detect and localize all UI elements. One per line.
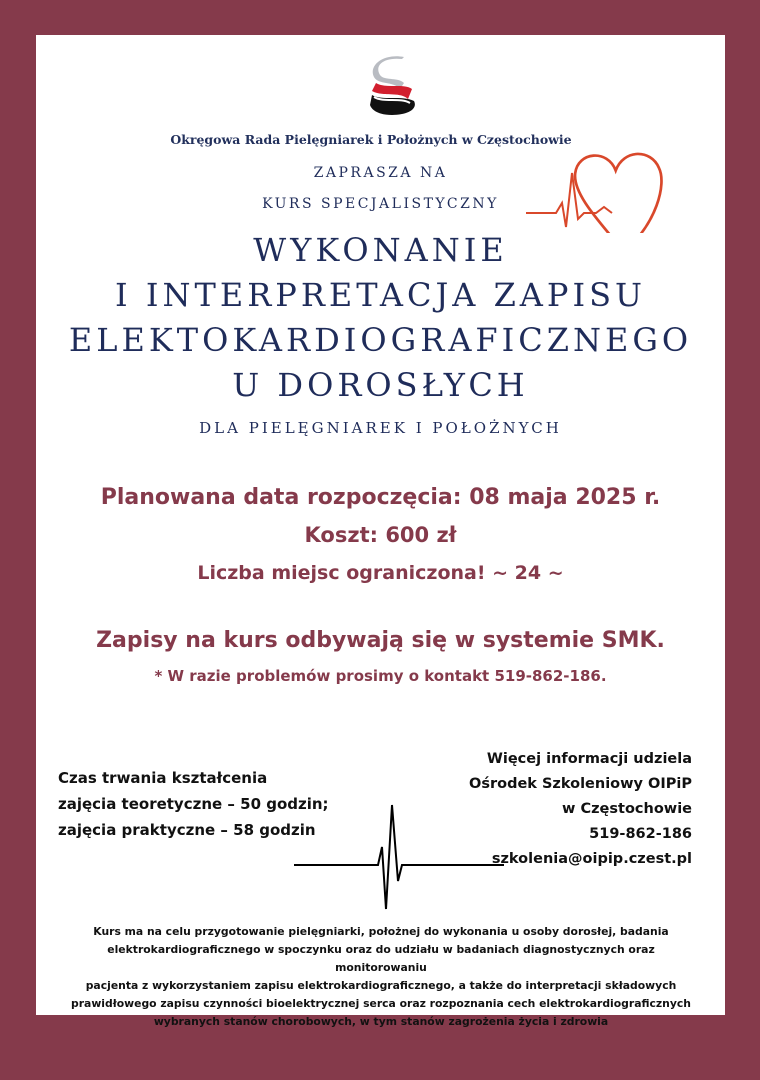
description-line-2: elektrokardiograficznego w spoczynku oraz do udziału w badaniach diagnostycznych oraz monitorowaniu [107, 943, 655, 974]
description-line-5: wybranych stanów chorobowych, w tym stanów zagrożenia życia i zdrowia [153, 1015, 609, 1028]
duration-practice: zajęcia praktyczne – 58 godzin [58, 821, 316, 839]
duration-block [58, 765, 329, 843]
seat-limit: Liczba miejsc ograniczona! ~ 24 ~ [197, 562, 564, 584]
ecg-line-icon [294, 797, 504, 913]
title-line-4: U DOROSŁYCH [232, 366, 529, 404]
title-line-3: ELEKTOKARDIOGRAFICZNEGO [68, 321, 693, 359]
enrollment-info: Zapisy na kurs odbywają się w systemie SMK. [96, 628, 665, 653]
title-line-1: WYKONANIE [253, 231, 508, 269]
poster-sheet [36, 35, 725, 1028]
description-line-4: prawidłowego zapisu czynności bioelektrycznej serca oraz rozpoznania cech elektrokardiograficznych [70, 997, 691, 1010]
course-description [66, 923, 696, 1031]
contact-note: * W razie problemów prosimy o kontakt 519-862-186. [154, 667, 607, 685]
info-phone: 519-862-186 [589, 826, 692, 842]
description-line-1: Kurs ma na celu przygotowanie pielęgniarki, położnej do wykonania u osoby dorosłej, badania [93, 925, 669, 938]
invite-line-2: KURS SPECJALISTYCZNY [262, 196, 499, 212]
info-line-1: Więcej informacji udziela [486, 751, 692, 767]
audience-subtitle: DLA PIELĘGNIAREK I POŁOŻNYCH [199, 419, 562, 437]
course-title [36, 228, 725, 408]
duration-heading: Czas trwania kształcenia [58, 769, 268, 787]
info-line-3: w Częstochowie [562, 801, 692, 817]
description-line-3: pacjenta z wykorzystaniem zapisu elektrokardiograficznego, a także do interpretacji składowych [85, 979, 677, 992]
invite-line-1: ZAPRASZA NA [313, 165, 448, 181]
start-date: Planowana data rozpoczęcia: 08 maja 2025 r. [100, 485, 661, 510]
info-line-2: Ośrodek Szkoleniowy OIPiP [469, 776, 692, 792]
ribbon-s-logo-icon [364, 55, 426, 117]
duration-theory: zajęcia teoretyczne – 50 godzin; [58, 795, 329, 813]
info-email: szkolenia@oipip.czest.pl [491, 851, 692, 867]
organization-name: Okręgowa Rada Pielęgniarek i Położnych w Częstochowie [170, 132, 572, 147]
cost: Koszt: 600 zł [304, 523, 457, 547]
title-line-2: I INTERPRETACJA ZAPISU [115, 276, 646, 314]
